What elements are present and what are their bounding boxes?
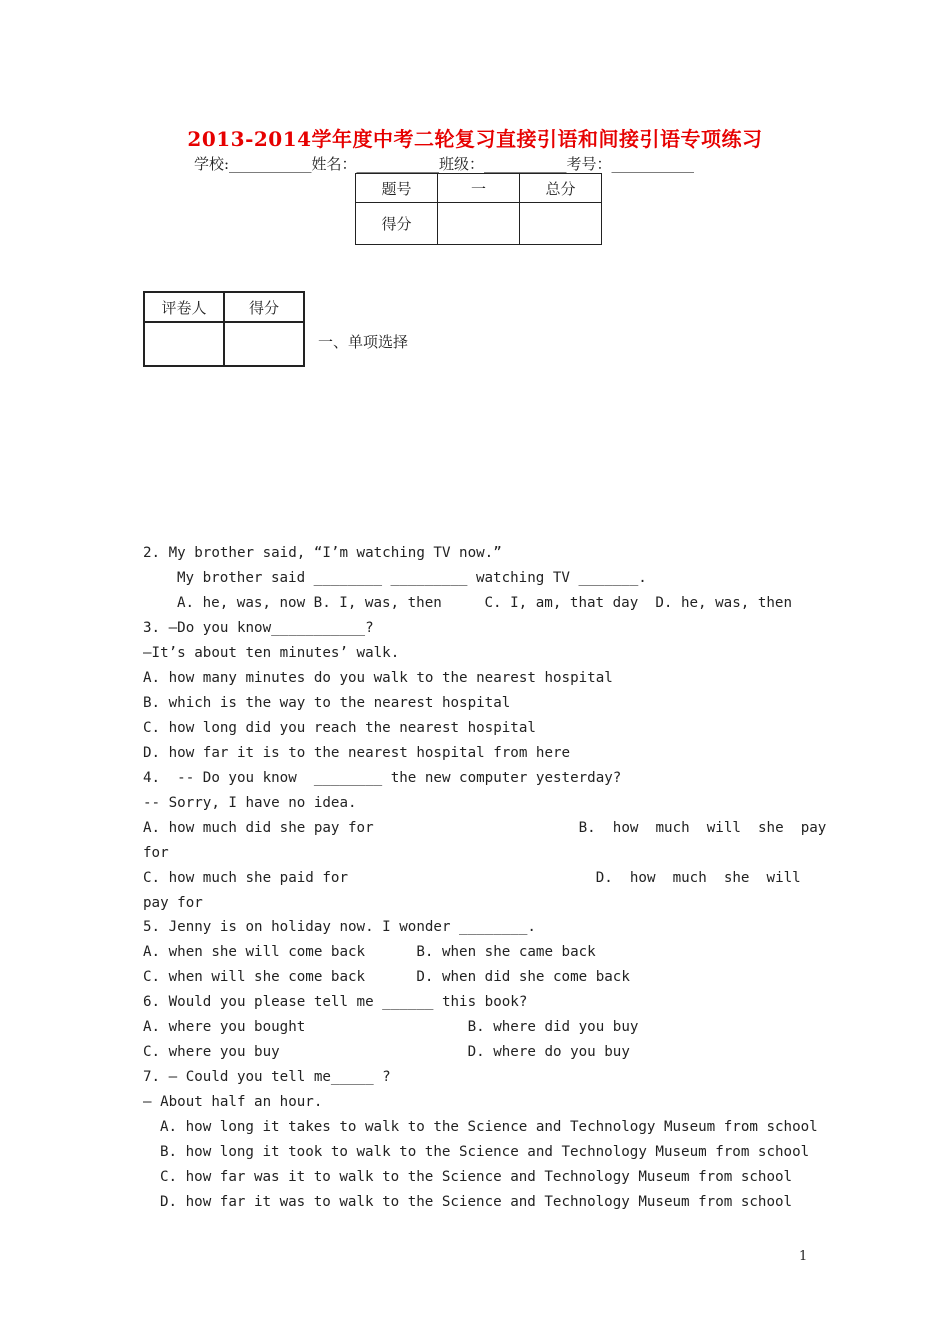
question-stem: 6. Would you please tell me ______ this book?: [143, 994, 528, 1010]
option-b: B. how long it took to walk to the Science and Technology Museum from school: [160, 1144, 810, 1160]
options-ab: A. when she will come back B. when she came back: [143, 944, 596, 960]
option-c: C. how long did you reach the nearest hospital: [143, 720, 536, 736]
question-line: —It’s about ten minutes’ walk.: [143, 645, 400, 661]
option-d: D. how far it was to walk to the Science and Technology Museum from school: [160, 1194, 793, 1210]
grader-cell: [144, 322, 224, 366]
question-stem: 7. — Could you tell me_____ ?: [143, 1069, 391, 1085]
score-cell: [520, 203, 602, 245]
option-c: C. how far was it to walk to the Science and Technology Museum from school: [160, 1169, 793, 1185]
option-b: B. which is the way to the nearest hospital: [143, 695, 511, 711]
page-number: 1: [799, 1249, 808, 1264]
question-stem: 3. —Do you know___________?: [143, 620, 374, 636]
options-cd-wrap: pay for: [143, 895, 203, 911]
question-stem: 2. My brother said, “I’m watching TV now.”: [143, 545, 502, 561]
options-cd: C. when will she come back D. when did she come back: [143, 969, 630, 985]
question-stem: 4. -- Do you know ________ the new computer yesterday?: [143, 770, 622, 786]
grader-table: [143, 291, 305, 367]
score-table-header: 题号: [356, 174, 438, 203]
grader-cell: [224, 322, 304, 366]
question-line: -- Sorry, I have no idea.: [143, 795, 357, 811]
options-ab: A. where you bought B. where did you buy: [143, 1019, 639, 1035]
question-line: My brother said ________ _________ watching TV _______.: [177, 570, 647, 586]
student-info-line: 学校:___________姓名：___________班级：___________考号：___________: [194, 155, 695, 173]
grader-table-header: 评卷人: [144, 292, 224, 322]
options-ab: A. how much did she pay for B. how much will she pay: [143, 820, 827, 836]
score-cell: [438, 203, 520, 245]
options-cd: C. where you buy D. where do you buy: [143, 1044, 630, 1060]
option-d: D. how far it is to the nearest hospital from here: [143, 745, 571, 761]
question-stem: 5. Jenny is on holiday now. I wonder ________.: [143, 919, 536, 935]
options-cd: C. how much she paid for D. how much she will: [143, 870, 801, 886]
option-a: A. how many minutes do you walk to the nearest hospital: [143, 670, 613, 686]
score-table-header: 总分: [520, 174, 602, 203]
score-table: [355, 173, 602, 245]
page-title: 2013-2014学年度中考二轮复习直接引语和间接引语专项练习: [187, 127, 763, 151]
score-table-header: 一: [438, 174, 520, 203]
score-row-label: 得分: [356, 203, 438, 245]
question-line: — About half an hour.: [143, 1094, 323, 1110]
question-options: A. he, was, now B. I, was, then C. I, am, that day D. he, was, then: [177, 595, 792, 611]
grader-table-header: 得分: [224, 292, 304, 322]
option-a: A. how long it takes to walk to the Science and Technology Museum from school: [160, 1119, 818, 1135]
section-title: 一、单项选择: [318, 333, 409, 351]
options-ab-wrap: for: [143, 845, 169, 861]
